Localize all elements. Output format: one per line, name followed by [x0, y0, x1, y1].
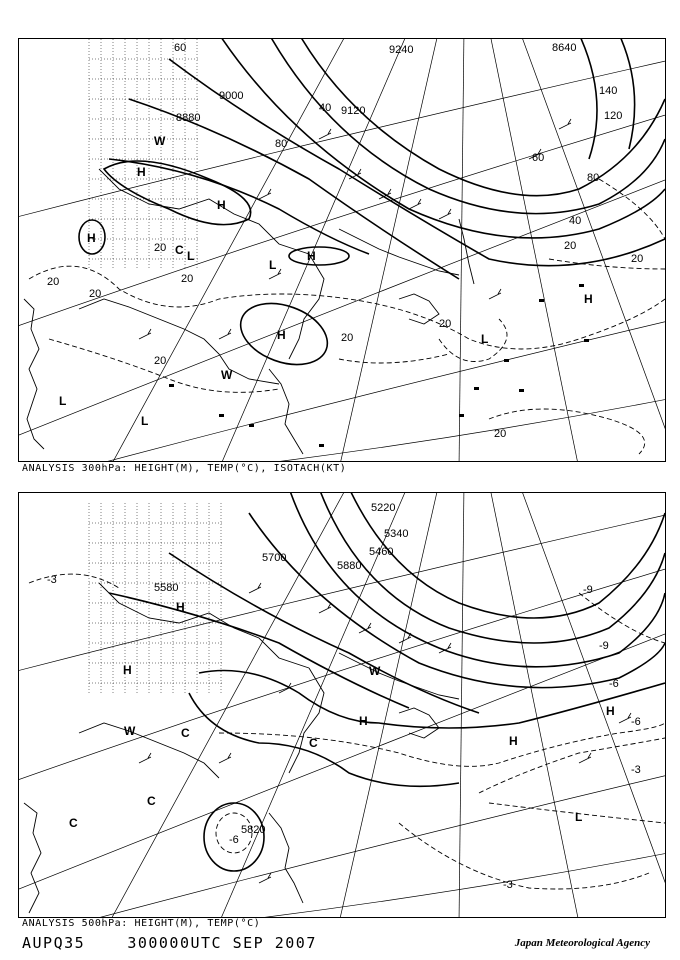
- pressure-system-marker: H: [176, 600, 185, 614]
- pressure-system-marker: C: [147, 794, 156, 808]
- contour-labels: [47, 574, 641, 891]
- contour-label: 20: [564, 240, 577, 252]
- contour-label: -9: [599, 640, 609, 652]
- pressure-system-marker: W: [124, 724, 136, 738]
- pressure-system-marker: H: [217, 198, 226, 212]
- map-300hpa: [19, 39, 665, 461]
- pressure-system-marker: L: [481, 332, 489, 346]
- contour-label: 20: [341, 332, 354, 344]
- pressure-system-marker: L: [575, 810, 583, 824]
- contour-label: 40: [319, 102, 332, 114]
- pressure-system-marker: H: [509, 734, 518, 748]
- lat-lon-grid: [19, 493, 665, 917]
- pressure-systems: [59, 134, 593, 428]
- closed-contours: [79, 161, 349, 376]
- contour-label: -3: [47, 574, 57, 586]
- wind-barbs: [139, 119, 571, 339]
- pressure-system-marker: L: [269, 258, 277, 272]
- chart-time: 300000UTC SEP 2007: [127, 934, 317, 952]
- pressure-systems: [69, 600, 615, 830]
- contour-label: 20: [47, 276, 60, 288]
- pressure-system-marker: C: [309, 736, 318, 750]
- contour-label: -6: [229, 834, 239, 846]
- station-plots: [169, 284, 589, 447]
- map-panel-300hpa: [18, 38, 666, 462]
- chart-code: AUPQ35: [22, 934, 86, 952]
- hatching: [89, 503, 224, 693]
- agency-credit: Japan Meteorological Agency: [514, 937, 650, 949]
- height-label: 5460: [369, 546, 394, 558]
- pressure-system-marker: L: [59, 394, 67, 408]
- height-label: 9120: [341, 105, 366, 117]
- pressure-system-marker: H: [307, 249, 316, 263]
- chart-identifier: [22, 934, 317, 952]
- map-500hpa: [19, 493, 665, 917]
- contour-label: 20: [89, 288, 102, 300]
- height-label: 8640: [552, 42, 577, 54]
- pressure-system-marker: H: [137, 165, 146, 179]
- pressure-system-marker: C: [69, 816, 78, 830]
- contour-label: -6: [609, 678, 619, 690]
- contour-label: 80: [275, 138, 288, 150]
- contour-label: 60: [532, 152, 545, 164]
- contour-label: 80: [587, 172, 600, 184]
- pressure-system-marker: H: [123, 663, 132, 677]
- height-contours: [109, 39, 665, 279]
- pressure-system-marker: H: [584, 292, 593, 306]
- pressure-system-marker: W: [154, 134, 166, 148]
- height-label: 5340: [384, 528, 409, 540]
- contour-label: -3: [503, 879, 513, 891]
- contour-label: 20: [154, 355, 167, 367]
- map-panel-500hpa: [18, 492, 666, 918]
- contour-label: 20: [181, 273, 194, 285]
- panel-caption-300hpa: ANALYSIS 300hPa: HEIGHT(M), TEMP(°C), ISOTACH(KT): [22, 463, 347, 474]
- contour-label: 20: [154, 242, 167, 254]
- contour-label: 20: [494, 428, 507, 440]
- pressure-system-marker: H: [606, 704, 615, 718]
- contour-label: 140: [599, 85, 618, 97]
- contour-label: 120: [604, 110, 623, 122]
- height-label: 5580: [154, 582, 179, 594]
- pressure-system-marker: C: [175, 243, 184, 257]
- panel-caption-500hpa: ANALYSIS 500hPa: HEIGHT(M), TEMP(°C): [22, 918, 261, 929]
- pressure-system-marker: W: [221, 368, 233, 382]
- contour-label: -9: [583, 584, 593, 596]
- height-label: 5820: [241, 824, 266, 836]
- contour-label: 20: [631, 253, 644, 265]
- pressure-system-marker: W: [369, 664, 381, 678]
- contour-label: 60: [174, 42, 187, 54]
- pressure-system-marker: H: [87, 231, 96, 245]
- pressure-system-marker: H: [359, 714, 368, 728]
- pressure-system-marker: L: [141, 414, 149, 428]
- height-label: 5700: [262, 552, 287, 564]
- pressure-system-marker: L: [187, 249, 195, 263]
- height-label: 8880: [176, 112, 201, 124]
- contour-label: 20: [439, 318, 452, 330]
- contour-label: -3: [631, 764, 641, 776]
- height-label: 9000: [219, 90, 244, 102]
- height-label: 9240: [389, 44, 414, 56]
- pressure-system-marker: C: [181, 726, 190, 740]
- contour-label: 40: [569, 215, 582, 227]
- contour-label: -6: [631, 716, 641, 728]
- height-labels: [176, 42, 576, 124]
- pressure-system-marker: H: [277, 328, 286, 342]
- height-label: 5880: [337, 560, 362, 572]
- height-label: 5220: [371, 502, 396, 514]
